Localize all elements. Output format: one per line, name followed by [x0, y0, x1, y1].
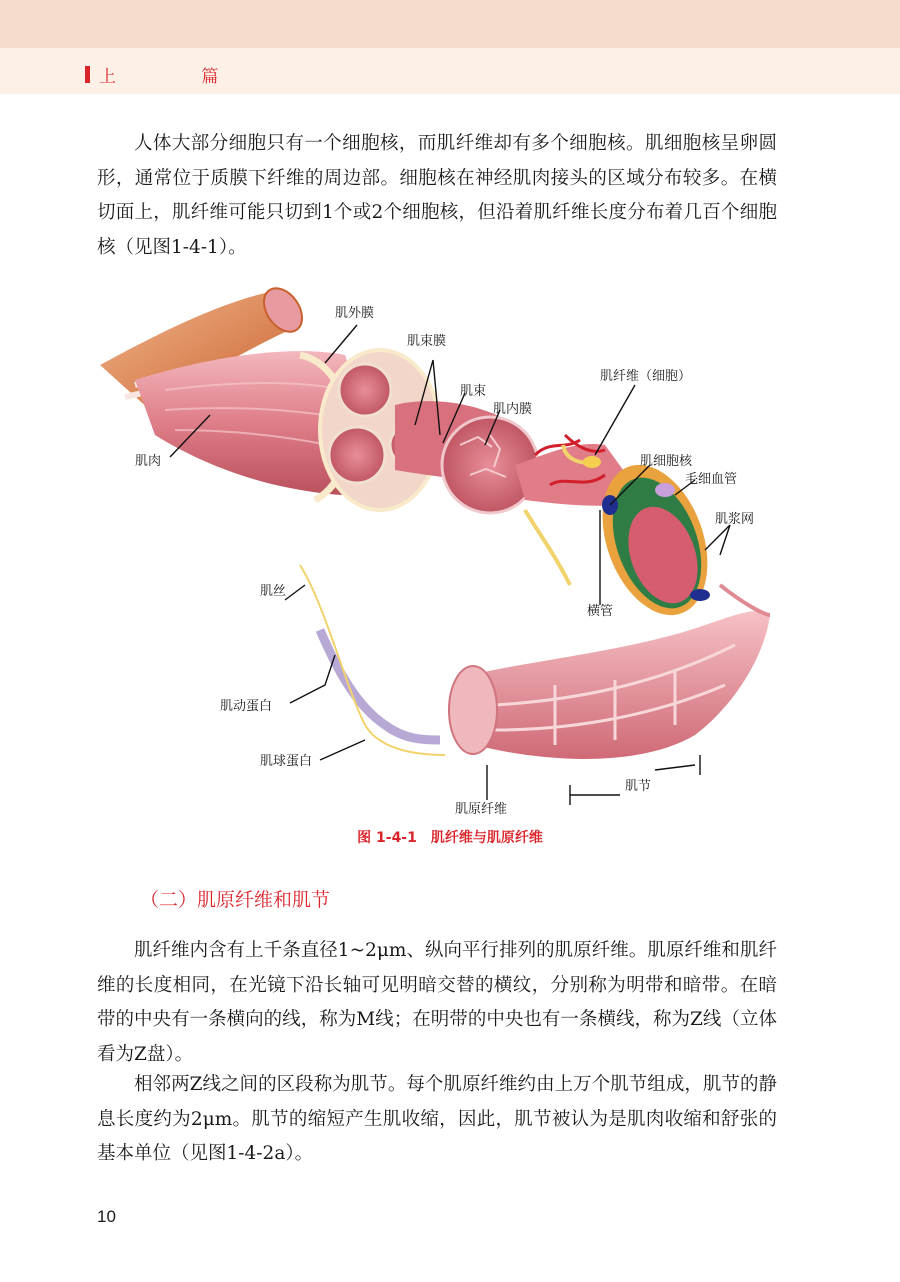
myofibril-cut-end — [449, 666, 497, 754]
label-myosin: 肌球蛋白 — [260, 754, 313, 769]
pointer-sarcoplasmic — [705, 525, 730, 555]
fascicle-section-1 — [339, 364, 391, 416]
header-section-title: 上 篇 — [99, 67, 259, 87]
nucleus-shape-2 — [690, 589, 710, 601]
label-endomysium: 肌内膜 — [493, 402, 533, 417]
label-sarcomere: 肌节 — [625, 779, 652, 794]
label-actin: 肌动蛋白 — [220, 699, 273, 714]
label-fascicle: 肌束 — [460, 384, 487, 399]
page-number: 10 — [97, 1207, 116, 1226]
nerve-ending — [583, 456, 601, 468]
paragraph-sarcomere: 相邻两Z线之间的区段称为肌节。每个肌原纤维约由上万个肌节组成，肌节的静息长度约为2μm。肌节的缩短产生肌收缩，因此，肌节被认为是肌肉收缩和舒张的基本单位（见图1-4-2a）。 — [97, 1074, 777, 1164]
paragraph-nuclei: 人体大部分细胞只有一个细胞核，而肌纤维却有多个细胞核。肌细胞核呈卵圆形，通常位于质膜下纤维的周边部。细胞核在神经肌肉接头的区域分布较多。在横切面上，肌纤维可能只切到1个或2个细胞核，但沿着肌纤维长度分布着几百个细胞核（见图1-4-1）。 — [97, 133, 777, 258]
muscle-illustration — [95, 285, 785, 820]
top-color-band — [0, 0, 900, 48]
figure-caption: 图 1-4-1 肌纤维与肌原纤维 — [357, 830, 543, 846]
myofilament-strand — [320, 630, 440, 740]
sarcomere-bracket-right — [655, 755, 700, 775]
pointer-myofilament — [285, 585, 305, 600]
label-epimysium: 肌外膜 — [335, 306, 375, 321]
label-perimysium: 肌束膜 — [407, 334, 447, 349]
pointer-actin — [290, 655, 335, 703]
pointer-muscle-fiber — [595, 385, 635, 455]
fascicle-section-2 — [329, 427, 385, 483]
actin-filament — [300, 565, 445, 755]
pointer-myosin — [320, 740, 365, 760]
label-sarcoplasmic-reticulum: 肌浆网 — [715, 512, 755, 527]
paragraph-myofibril: 肌纤维内含有上千条直径1~2μm、纵向平行排列的肌原纤维。肌原纤维和肌纤维的长度相同，在光镜下沿长轴可见明暗交替的横纹，分别称为明带和暗带。在暗带的中央有一条横向的线，称为M线；在明带的中央也有一条横线，称为Z线（立体看为Z盘）。 — [97, 940, 777, 1065]
label-muscle-fiber: 肌纤维（细胞） — [600, 369, 692, 384]
label-capillary: 毛细血管 — [685, 472, 738, 487]
nucleus-shape-3 — [655, 483, 675, 497]
label-muscle: 肌肉 — [135, 454, 162, 469]
label-t-tubule: 横管 — [587, 604, 614, 619]
label-myofilament: 肌丝 — [260, 584, 287, 599]
label-myofibril: 肌原纤维 — [455, 802, 508, 817]
sarcomere-bracket-left — [570, 785, 620, 805]
label-nucleus: 肌细胞核 — [640, 454, 693, 469]
figure-muscle-fiber — [95, 285, 785, 820]
myofibril-shape — [470, 611, 770, 759]
section-heading: （二）肌原纤维和肌节 — [140, 889, 331, 911]
myofibril-strand — [720, 585, 770, 615]
header-marker — [85, 66, 90, 83]
